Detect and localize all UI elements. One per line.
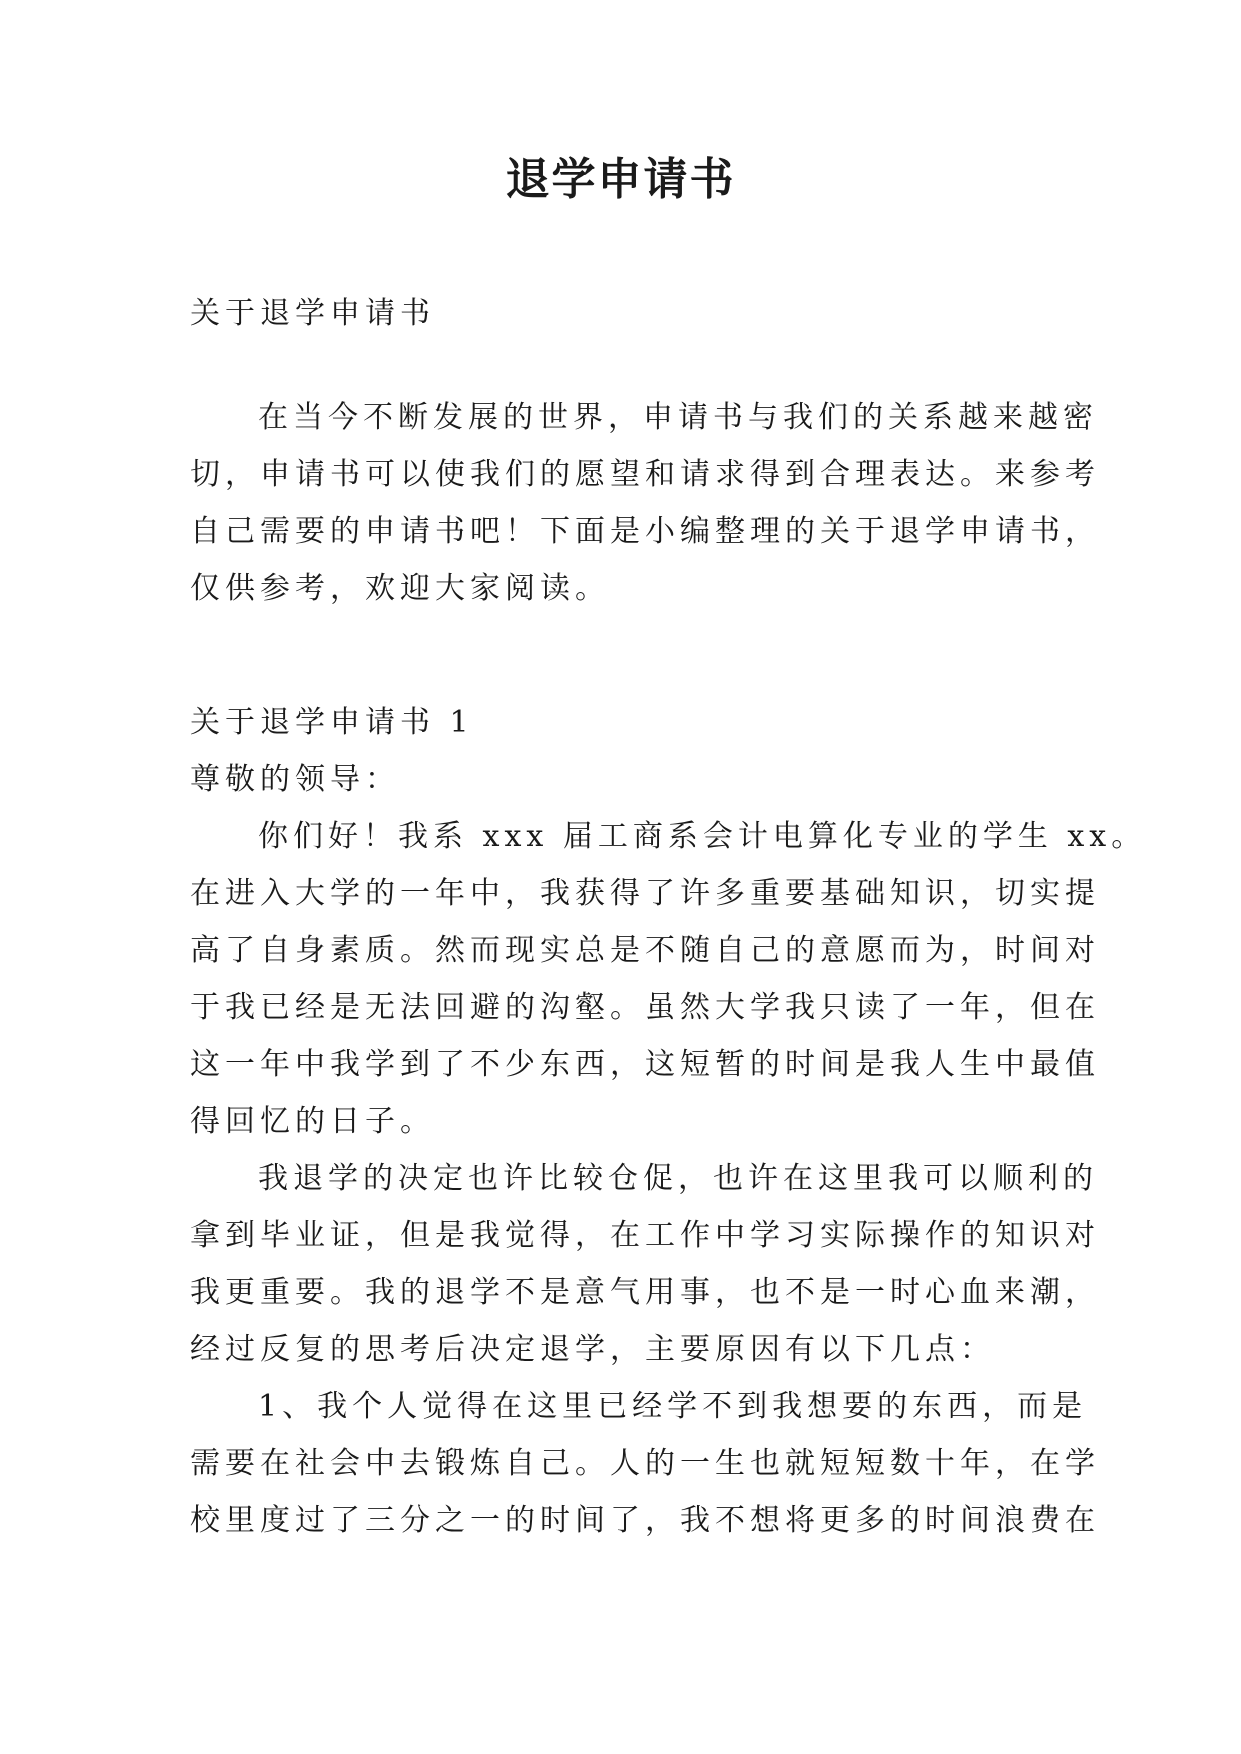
paragraph-1 <box>190 808 1147 1150</box>
paragraph-line: 我退学的决定也许比较仓促，也许在这里我可以顺利的 <box>258 1161 1098 1196</box>
paragraph-line: 自己需要的申请书吧！下面是小编整理的关于退学申请书， <box>190 514 1100 549</box>
intro-paragraph <box>190 389 1100 617</box>
paragraph-line: 校里度过了三分之一的时间了，我不想将更多的时间浪费在 <box>190 1503 1100 1538</box>
paragraph-line: 你们好！我系 xxx 届工商系会计电算化专业的学生 xx。 <box>258 819 1147 854</box>
paragraph-line: 经过反复的思考后决定退学，主要原因有以下几点： <box>190 1332 995 1367</box>
section-heading: 关于退学申请书 1 <box>190 705 474 740</box>
paragraph-line: 我更重要。我的退学不是意气用事，也不是一时心血来潮， <box>190 1275 1100 1310</box>
paragraph-3 <box>190 1378 1100 1549</box>
paragraph-line: 切，申请书可以使我们的愿望和请求得到合理表达。来参考 <box>190 457 1100 492</box>
paragraph-line: 这一年中我学到了不少东西，这短暂的时间是我人生中最值 <box>190 1047 1100 1082</box>
document-body <box>190 285 1147 1549</box>
paragraph-line: 得回忆的日子。 <box>190 1104 435 1139</box>
paragraph-line: 于我已经是无法回避的沟壑。虽然大学我只读了一年，但在 <box>190 990 1100 1025</box>
paragraph-line: 在当今不断发展的世界，申请书与我们的关系越来越密 <box>258 400 1098 435</box>
paragraph-line: 高了自身素质。然而现实总是不随自己的意愿而为，时间对 <box>190 933 1100 968</box>
paragraph-line: 仅供参考，欢迎大家阅读。 <box>190 571 610 606</box>
paragraph-line: 在进入大学的一年中，我获得了许多重要基础知识，切实提 <box>190 876 1100 911</box>
document-title: 退学申请书 <box>505 154 736 205</box>
subtitle: 关于退学申请书 <box>190 296 435 331</box>
paragraph-line: 需要在社会中去锻炼自己。人的一生也就短短数十年，在学 <box>190 1446 1100 1481</box>
paragraph-line: 拿到毕业证，但是我觉得，在工作中学习实际操作的知识对 <box>190 1218 1100 1253</box>
salutation: 尊敬的领导： <box>190 762 400 797</box>
paragraph-line: 1、我个人觉得在这里已经学不到我想要的东西，而是 <box>258 1389 1088 1424</box>
paragraph-2 <box>190 1150 1100 1378</box>
